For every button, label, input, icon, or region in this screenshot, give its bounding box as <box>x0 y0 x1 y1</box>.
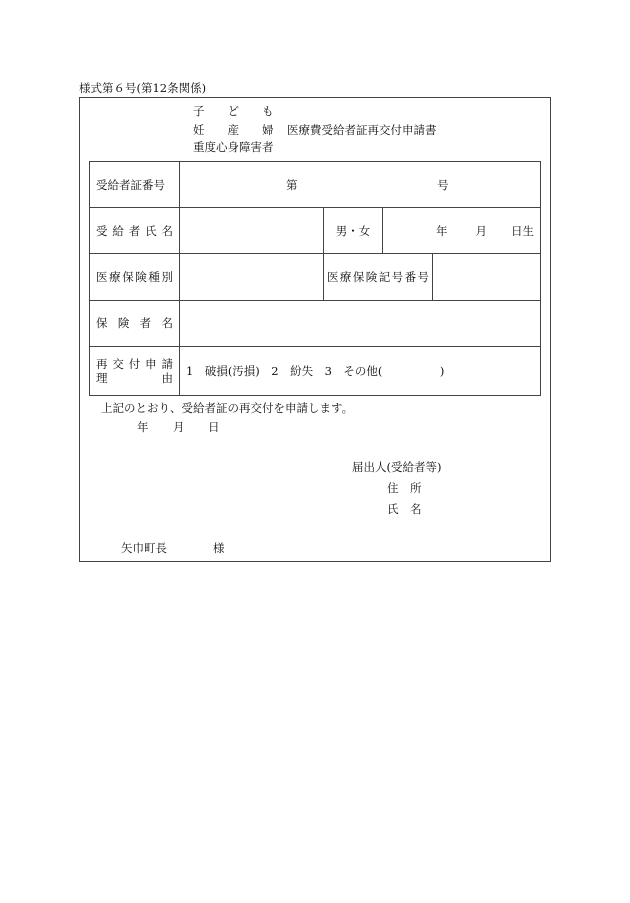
insurer-field[interactable] <box>180 300 541 346</box>
date-year-label: 年 <box>137 420 149 434</box>
insurance-number-field[interactable] <box>433 254 541 300</box>
name-label: 受給者氏名 <box>90 208 180 254</box>
cert-number-prefix: 第 <box>286 177 298 192</box>
insurance-number-label: 医療保険記号番号 <box>324 254 433 300</box>
table-row <box>90 346 541 395</box>
declaration-text: 上記のとおり、受給者証の再交付を申請します。 <box>101 401 354 415</box>
applicant-label: 届出人(受給者等) <box>352 460 442 474</box>
addressee-honorific: 様 <box>213 541 225 555</box>
applicant-address-label: 住 所 <box>387 481 422 495</box>
date-month-label: 月 <box>173 420 185 434</box>
date-day-label: 日 <box>208 420 220 434</box>
addressee-mayor: 矢巾町長 <box>121 541 167 555</box>
table-row <box>90 254 541 300</box>
reason-options[interactable]: 1 破損(汚損) 2 紛失 3 その他( ) <box>180 346 541 395</box>
insurer-label: 保険者名 <box>90 300 180 346</box>
cert-number-label: 受給者証番号 <box>90 162 180 208</box>
reason-label-line1: 再交付申請 <box>96 356 173 371</box>
reason-label <box>90 346 180 395</box>
form-number: 様式第６号(第12条関係) <box>79 81 207 95</box>
title-category-expectant-mothers: 妊 産 婦 <box>193 123 274 137</box>
birthdate-field[interactable] <box>383 208 541 254</box>
insurance-type-label: 医療保険種別 <box>90 254 180 300</box>
birth-year-label: 年 <box>436 223 448 238</box>
table-row <box>90 208 541 254</box>
birth-day-label: 日生 <box>511 223 535 238</box>
applicant-name-label: 氏 名 <box>387 502 422 516</box>
application-table <box>89 161 541 396</box>
table-row <box>90 162 541 208</box>
insurance-type-field[interactable] <box>180 254 324 300</box>
form-title: 医療費受給者証再交付申請書 <box>287 123 437 137</box>
cert-number-suffix: 号 <box>437 177 449 192</box>
gender-selector[interactable]: 男・女 <box>324 208 383 254</box>
name-field[interactable] <box>180 208 324 254</box>
table-row <box>90 300 541 346</box>
reason-label-line2: 理 由 <box>96 370 173 385</box>
title-category-children: 子 ど も <box>193 104 274 118</box>
birth-month-label: 月 <box>475 223 488 238</box>
title-category-disabled: 重度心身障害者 <box>193 140 274 154</box>
cert-number-field[interactable] <box>180 162 541 208</box>
